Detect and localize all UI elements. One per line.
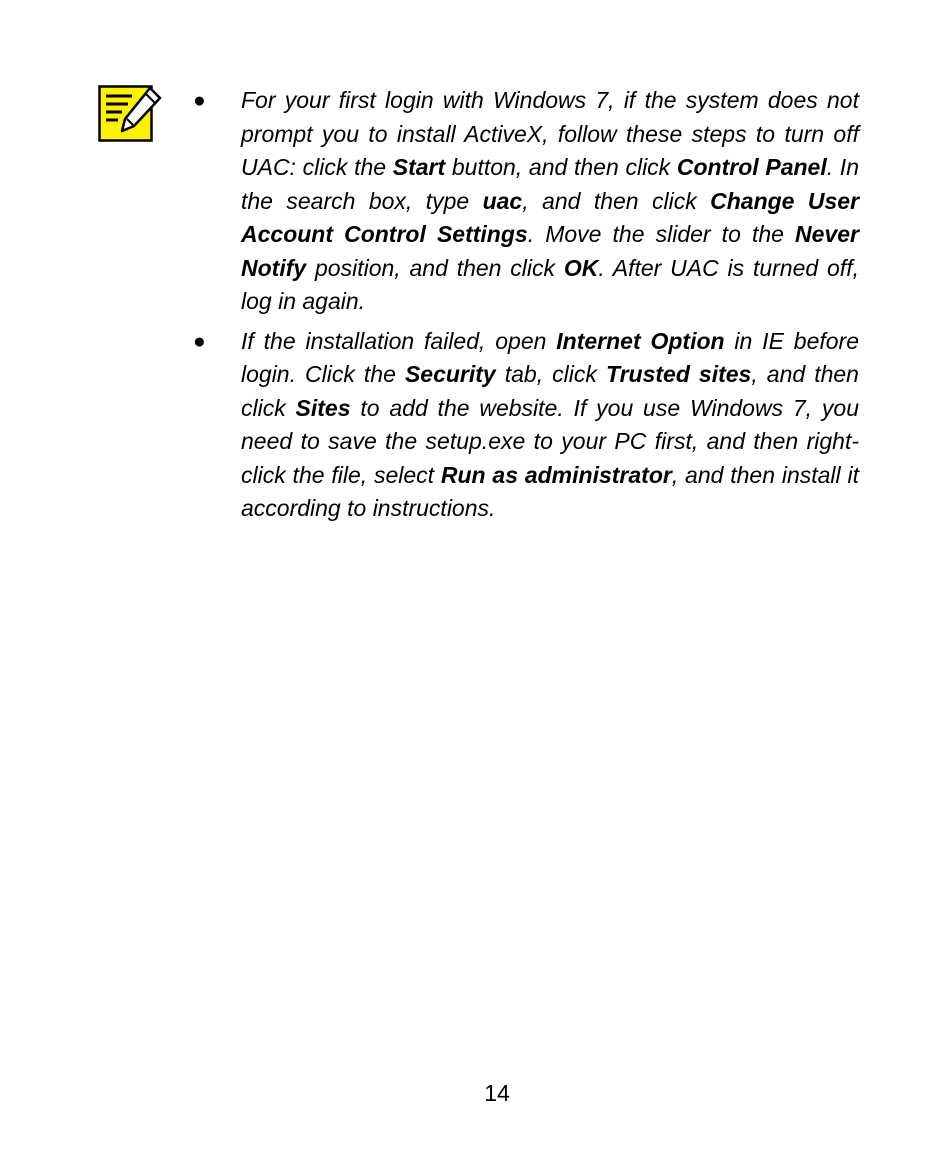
page-number: 14 [484, 1080, 510, 1106]
ui-term-control-panel: Control Panel [676, 154, 827, 180]
text-segment: button, and then click [445, 154, 677, 180]
ui-term-uac: uac [482, 187, 523, 214]
text-segment: . In the search box, type [241, 154, 859, 214]
ui-term-run-as-administrator: Run as administrator [440, 461, 672, 488]
ui-term-never-notify: Never Notify [241, 221, 859, 281]
text-segment: , and then click [241, 361, 859, 421]
text-segment: If the installation failed, open [241, 327, 557, 354]
ui-term-security: Security [404, 361, 496, 387]
text-segment: , and then click [522, 187, 711, 214]
text-segment: , and then install it according to instructions. [241, 461, 859, 521]
bullet-dot: ● [193, 89, 206, 112]
ui-term-start: Start [392, 154, 446, 180]
text-segment: in IE before login. Click the [241, 327, 859, 387]
text-segment: tab, click [495, 361, 606, 387]
note-item-installation-failed [193, 325, 859, 526]
text-segment: to add the website. If you use Windows 7, you need to save the setup.exe to your PC first, and then right-click the file, select [241, 394, 859, 488]
text-segment: For your first login with Windows 7, if the system does not prompt you to install ActiveX, follow these steps to turn off UAC: click the [241, 87, 859, 180]
note-pencil-icon [98, 84, 164, 144]
text-segment: . After UAC is turned off, log in again. [241, 254, 859, 314]
note-text-activex-uac [241, 87, 859, 314]
text-segment: . Move the slider to the [527, 221, 796, 247]
ui-term-change-uac-settings: Change User Account Control Settings [241, 187, 860, 247]
note-text-installation-failed [241, 328, 859, 522]
ui-term-sites: Sites [295, 394, 351, 421]
text-segment: position, and then click [306, 254, 564, 281]
note-item-activex-uac [193, 84, 859, 319]
ui-term-internet-option: Internet Option [556, 327, 725, 354]
ui-term-trusted-sites: Trusted sites [605, 361, 752, 387]
note-list [193, 84, 859, 532]
bullet-dot: ● [193, 329, 206, 353]
ui-term-ok: OK [563, 254, 599, 281]
